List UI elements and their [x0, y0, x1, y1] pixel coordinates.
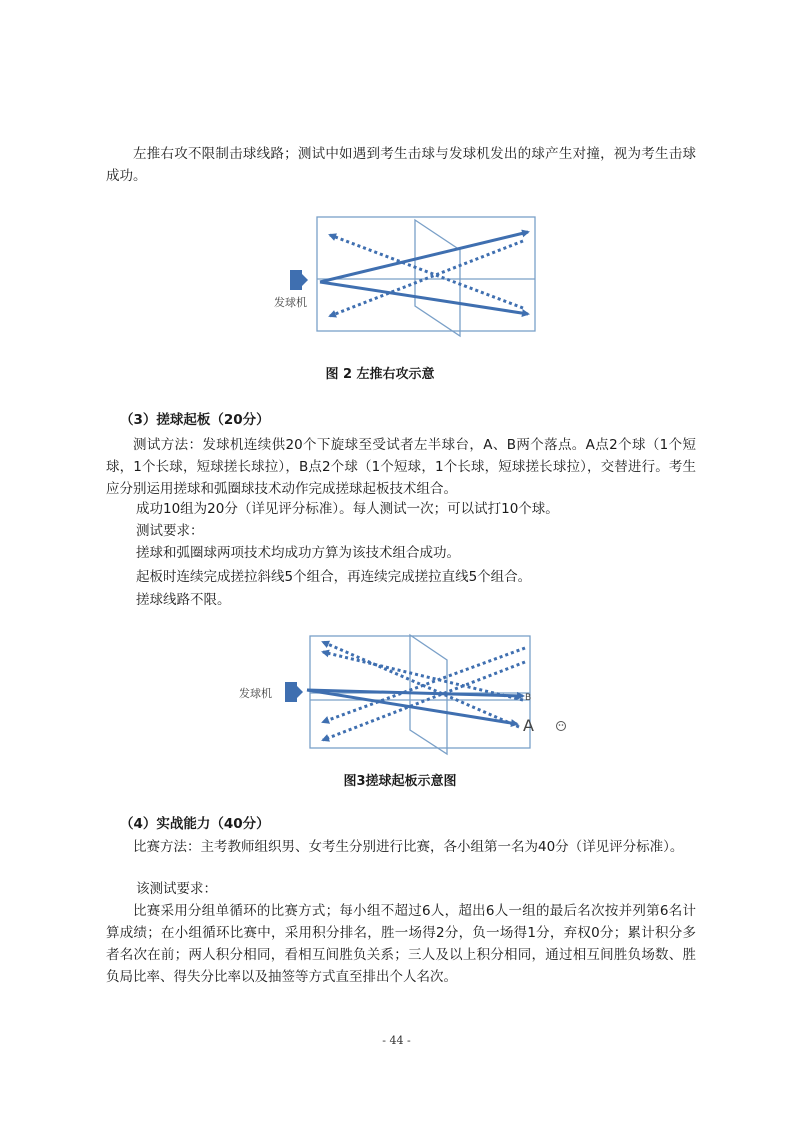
figure-3 — [235, 630, 575, 760]
dotted-arrow-4 — [323, 662, 525, 740]
serving-machine-icon — [290, 270, 308, 290]
section-3-line-2: 测试要求： — [136, 523, 204, 539]
section-3-line-3: 搓球和弧圈球两项技术均成功方算为该技术组合成功。 — [136, 545, 460, 561]
small-circle-icon — [557, 722, 566, 731]
page-number: - 44 - — [382, 1034, 411, 1047]
net — [415, 220, 460, 336]
serving-machine-icon — [285, 682, 303, 702]
section-4-method: 比赛方法：主考教师组织男、女考生分别进行比赛，各小组第一名为40分（详见评分标准）。 — [133, 839, 684, 855]
machine-label: 发球机 — [239, 687, 272, 700]
intro-paragraph: 左推右攻不限制击球线路；测试中如遇到考生击球与发球机发出的球产生对撞，视为考生击球成功。 — [106, 146, 696, 184]
solid-arrow-upper — [320, 232, 528, 282]
section-4-req-label: 该测试要求： — [136, 881, 217, 897]
figure-2-caption: 图 2 左推右攻示意 — [325, 367, 435, 382]
figure-2-diagram — [270, 212, 550, 336]
figure-2 — [270, 212, 550, 336]
section-3-method: 测试方法：发球机连续供20个下旋球至受试者左半球台，A、B两个落点。A点2个球（1个短球，1个长球，短球搓长球拉），B点2个球（1个短球，1个长球，短球搓长球拉），交替进行。考生应分别运用搓球和弧圈球技术动作完成搓球起板技术组合。 — [106, 437, 696, 497]
machine-label: 发球机 — [274, 296, 307, 309]
section-3-line-5: 搓球线路不限。 — [136, 592, 231, 608]
solid-arrow-lower — [320, 282, 528, 314]
figure-3-caption: 图3搓球起板示意图 — [343, 774, 457, 789]
section-3-heading: （3）搓球起板（20分） — [120, 412, 270, 428]
section-3-line-4: 起板时连续完成搓拉斜线5个组合，再连续完成搓拉直线5个组合。 — [136, 569, 532, 585]
figure-3-diagram — [235, 630, 575, 760]
point-b-label: B — [525, 693, 532, 703]
section-3-line-1: 成功10组为20分（详见评分标准）。每人测试一次；可以试打10个球。 — [136, 501, 559, 517]
point-a-label: A — [523, 716, 534, 735]
dotted-arrow-1 — [323, 642, 519, 727]
section-4-heading: （4）实战能力（40分） — [120, 816, 270, 832]
section-4-rules: 比赛采用分组单循环的比赛方式；每小组不超过6人，超出6人一组的最后名次按并列第6名计算成绩；在小组循环比赛中，采用积分排名，胜一场得2分，负一场得1分，弃权0分；累计积分多者名次在前；两人积分相同，看相互间胜负关系；三人及以上积分相同，通过相互间胜负场数、胜负局比率、得失分比率以及抽签等方式直至排出个人名次。 — [106, 903, 696, 985]
